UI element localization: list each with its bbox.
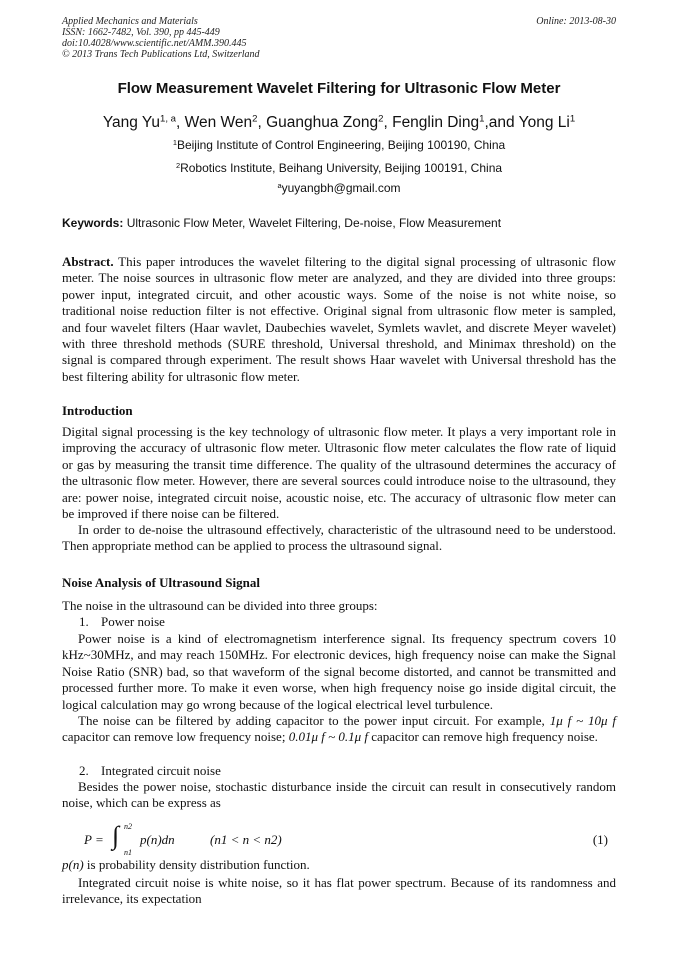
integral-sign: ∫	[112, 821, 120, 850]
author-name: Yang Yu	[102, 114, 161, 131]
author-name: , Wen Wen	[176, 114, 253, 131]
eq-body: p(n)dn	[140, 832, 175, 847]
author-list	[0, 114, 678, 132]
list-number: 1.	[79, 614, 89, 629]
abstract-text: This paper introduces the wavelet filtering to the digital signal processing of ultrasonic flow meter. The noise sources in ultrasonic flow meter are analyzed, and they are divided into three groups: power input, integrated circuit, and other acoustic ways. Some of the noise is not white noise, so traditional noise reduction filter is not effective. Original signal from ultrasonic flow meter is sampled, and four wavelet filters (Haar wavlet, Daubechies wavelet, Symlets wavlet, and discrete Meyer wavelet) with three threshold methods (SURE threshold, Universal threshold, and Minimax threshold) on the signal is compared through experiment. The result shows Haar wavelet with Universal threshold has the best filtering ability for ultrasonic flow meter.	[62, 254, 616, 384]
white-noise-paragraph: Integrated circuit noise is white noise, so it has flat power spectrum. Because of its randomness and irrelevance, its expectation	[62, 875, 616, 907]
author-sup: 1, a	[160, 113, 177, 125]
affiliation-text: Robotics Institute, Beihang University, Beijing 100191, China	[180, 161, 503, 175]
author-sup: 1	[479, 113, 485, 125]
pdf-sentence	[62, 857, 616, 873]
list-item	[79, 614, 165, 630]
math-inline: p(n)	[62, 857, 84, 872]
keywords	[62, 216, 622, 230]
author-sup: 2	[252, 113, 258, 125]
doi: doi:10.4028/www.scientific.net/AMM.390.445	[62, 38, 247, 49]
eq-upper-limit: n2	[124, 822, 132, 831]
text-run: The noise can be filtered by adding capacitor to the power input circuit. For example,	[78, 713, 550, 728]
math-inline: 0.01μ f ~ 0.1μ f	[288, 729, 368, 745]
abstract-label: Abstract.	[62, 254, 114, 269]
affiliation-2	[0, 161, 678, 175]
affiliation-sup: a	[277, 180, 282, 190]
affiliation-sup: 2	[175, 160, 181, 170]
author-name: ,and Yong Li	[484, 114, 570, 131]
journal-header	[62, 16, 616, 60]
author-name: , Guanghua Zong	[257, 114, 379, 131]
noise-intro: The noise in the ultrasound can be divided into three groups:	[62, 598, 378, 613]
capacitor-paragraph	[62, 713, 616, 746]
list-number: 2.	[79, 763, 89, 778]
affiliation-1	[0, 138, 678, 152]
paper-title: Flow Measurement Wavelet Filtering for Ultrasonic Flow Meter	[117, 80, 561, 97]
power-noise-paragraph: Power noise is a kind of electromagnetism interference signal. Its frequency spectrum covers 10 kHz~30MHz, and may reach 150MHz. For electronic devices, high frequency noise can make the Signal Noise Ratio (SNR) bad, so that waveform of the signal become distorted, and cannot be transmitted and processed further more. To make it even worse, when high frequency noise go inside digital circuit, the logical calculation may go wrong because of the logical electrical level turbulence.	[62, 631, 616, 712]
list-label: Integrated circuit noise	[101, 763, 221, 778]
noise-analysis-heading: Noise Analysis of Ultrasound Signal	[62, 575, 260, 590]
introduction-paragraph: Digital signal processing is the key technology of ultrasonic flow meter. It plays a very important role in improving the accuracy of ultrasonic flow meter. Ultrasonic flow meter calculates the flow rate of liquid or gas by measuring the transit time difference. The quality of the ultrasound determines the accuracy of the ultrasonic flow meter. However, there are several sources could introduce noise to the ultrasound, they are: power noise, integrated circuit noise, acoustic noise, etc. The accuracy of ultrasonic flow meter can be improved if there noise can be filtered.	[62, 424, 616, 522]
eq-condition: (n1 < n < n2)	[210, 832, 282, 847]
affiliation-text: Beijing Institute of Control Engineering, Beijing 100190, China	[176, 138, 506, 152]
introduction-paragraph: In order to de-noise the ultrasound effectively, characteristic of the ultrasound need to be understood. Then appropriate method can be applied to process the ultrasound signal.	[62, 522, 616, 554]
equation-1	[84, 820, 616, 860]
author-sup: 2	[378, 113, 384, 125]
keywords-text: Ultrasonic Flow Meter, Wavelet Filtering, De-noise, Flow Measurement	[123, 216, 502, 230]
eq-lhs: P =	[84, 832, 104, 847]
introduction-heading: Introduction	[62, 403, 133, 418]
equation-number: (1)	[592, 832, 608, 847]
author-name: , Fenglin Ding	[383, 114, 480, 131]
affiliation-sup: 1	[172, 137, 177, 147]
keywords-label: Keywords:	[62, 216, 124, 230]
email-text[interactable]: yuyangbh@gmail.com	[281, 181, 401, 195]
math-inline: 1μ f ~ 10μ f	[549, 713, 617, 728]
journal-name: Applied Mechanics and Materials	[62, 16, 198, 27]
copyright: © 2013 Trans Tech Publications Ltd, Switzerland	[62, 49, 260, 60]
text-run: is probability density distribution function.	[83, 857, 310, 872]
text-run: capacitor can remove high frequency noise.	[368, 729, 598, 745]
ic-noise-paragraph: Besides the power noise, stochastic disturbance inside the circuit can result in consecutively random noise, which can be express as	[62, 779, 616, 811]
eq-lower-limit: n1	[124, 848, 132, 857]
list-label: Power noise	[101, 614, 165, 629]
author-sup: 1	[569, 113, 576, 125]
issn: ISSN: 1662-7482, Vol. 390, pp 445-449	[62, 27, 220, 38]
online-date: Online: 2013-08-30	[536, 16, 616, 27]
list-item	[79, 763, 221, 779]
text-run: capacitor can remove low frequency noise;	[62, 729, 289, 745]
abstract	[62, 254, 616, 385]
author-email	[0, 181, 678, 195]
